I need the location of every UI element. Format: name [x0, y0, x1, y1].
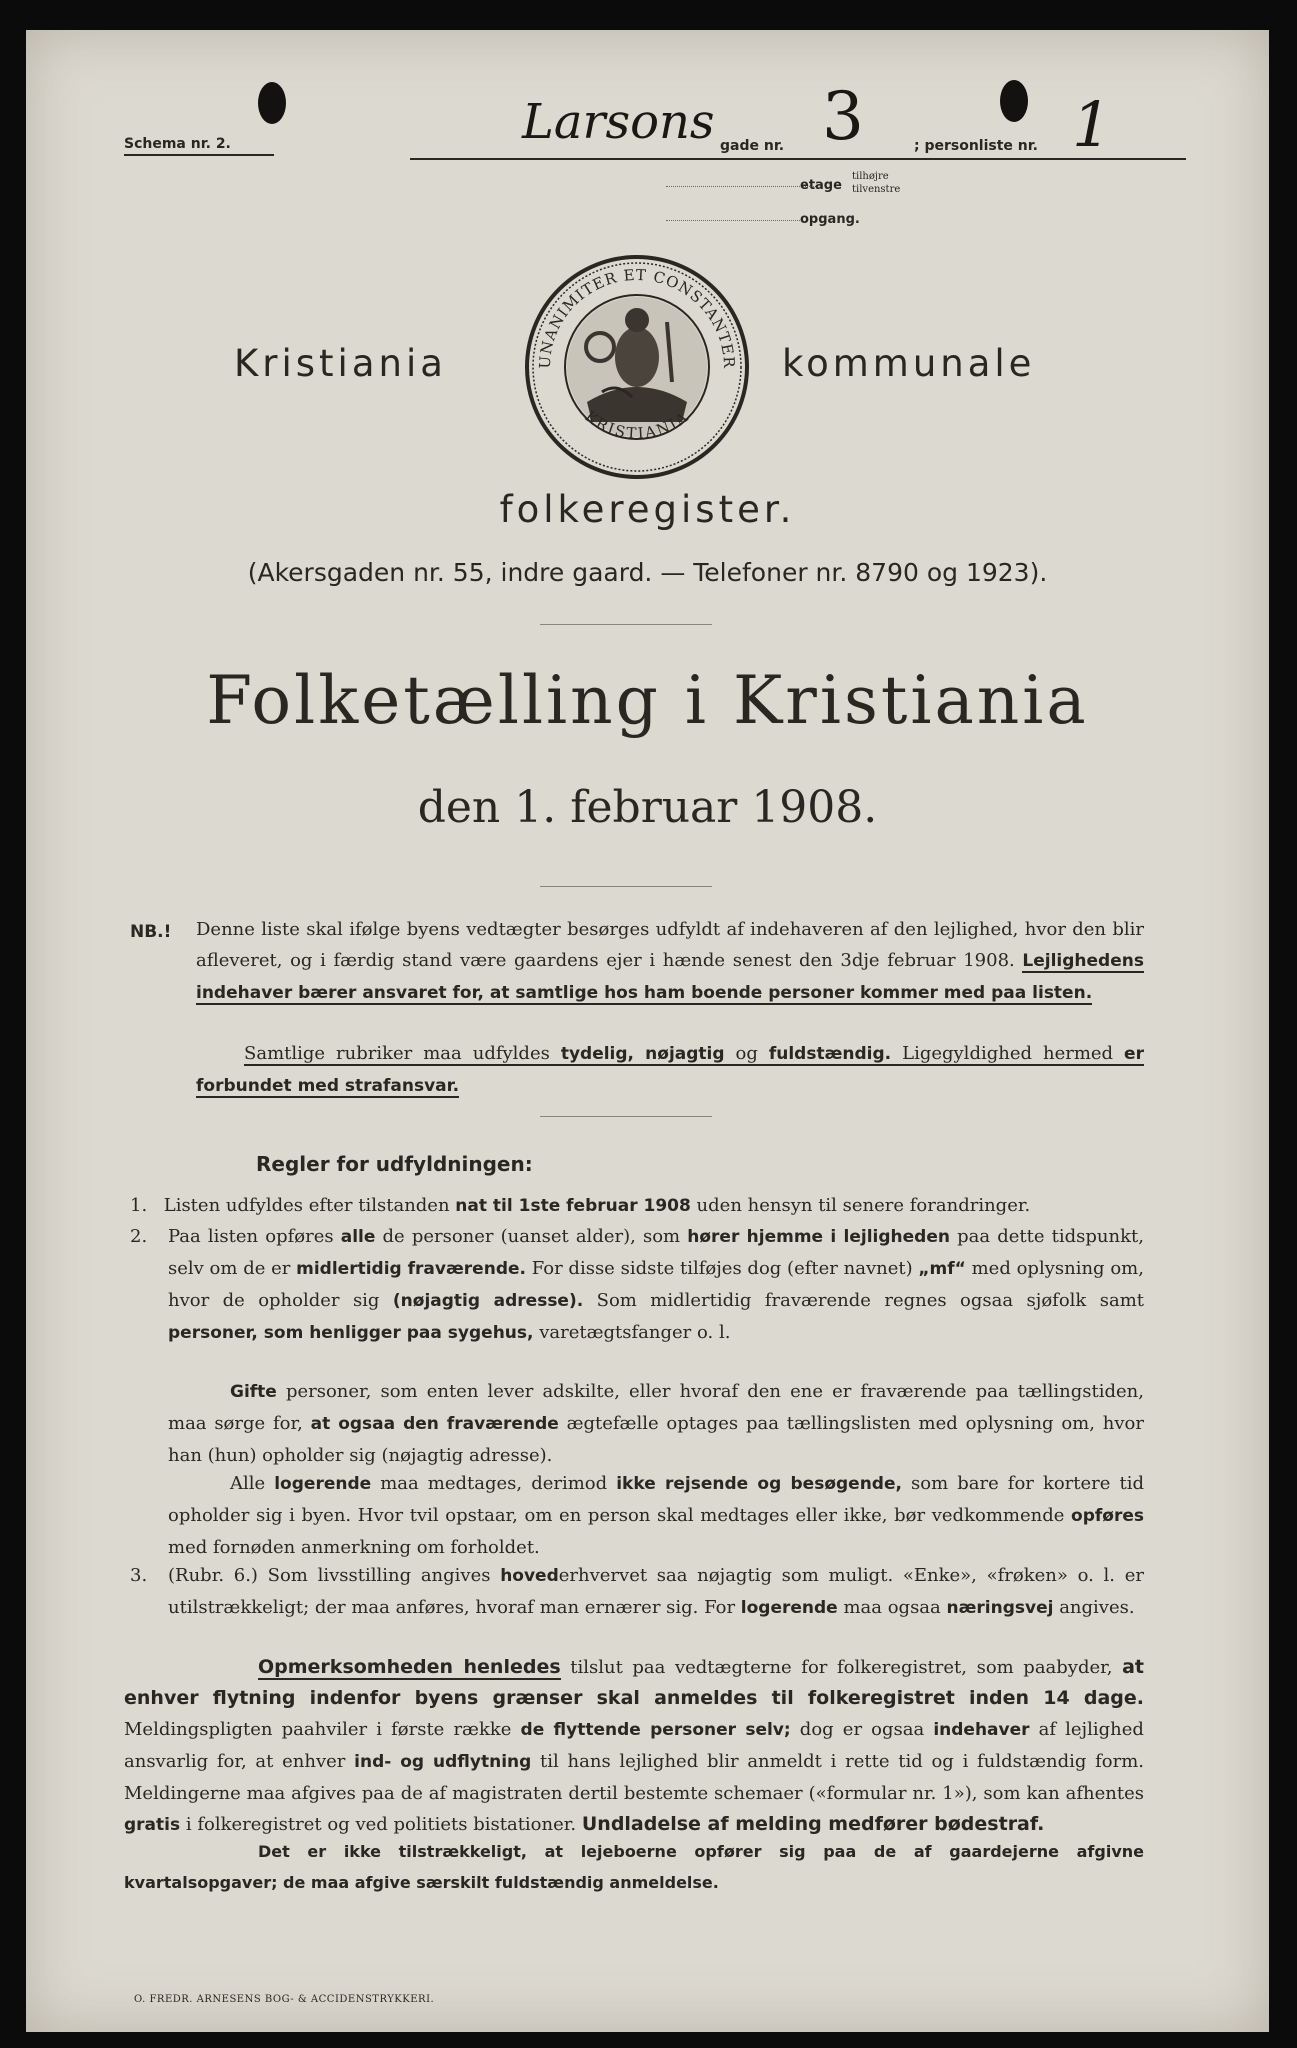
- gade-number-handwritten: 3: [822, 78, 864, 155]
- rule-2c-g: med fornøden anmerkning om forholdet.: [168, 1537, 540, 1558]
- printer-imprint: O. FREDR. ARNESENS BOG- & ACCIDENSTRYKKERI.: [134, 1994, 435, 2005]
- rule-2c-a: Alle: [230, 1473, 266, 1494]
- nb-p2-underlined: [196, 1043, 1144, 1098]
- notice-e: de flyttende personer selv;: [520, 1720, 791, 1740]
- notice-m: Undladelse af melding medfører bødestraf.: [581, 1813, 1045, 1835]
- seal-motto: UNANIMITER ET CONSTANTER: [535, 265, 739, 370]
- rule-2-married: [168, 1376, 1144, 1471]
- personliste-number-handwritten: 1: [1072, 88, 1112, 161]
- rule-2b-d: ægtefælle optages paa tællingslisten med oplysning om, hvor han (hun) opholder sig (nøjagtig adresse).: [168, 1413, 1144, 1466]
- nb-p2-d: fuldstændig.: [768, 1044, 892, 1064]
- divider-3: [540, 1116, 712, 1117]
- personliste-label: ; personliste nr.: [914, 138, 1038, 154]
- rule-3: [130, 1560, 1144, 1624]
- nb-p2-f: er forbundet med strafansvar.: [196, 1044, 1144, 1096]
- notice-g: indehaver: [933, 1720, 1030, 1740]
- nb-p2-c: og: [735, 1043, 758, 1064]
- etage-label: etage: [800, 178, 842, 193]
- rule-2b-b: personer, som enten lever adskilte, eller hvoraf den ene er fraværende paa tællingstiden, maa sørge for,: [168, 1381, 1144, 1434]
- nb-p2-b: tydelig, nøjagtig: [560, 1044, 725, 1064]
- rule-1: [130, 1190, 1144, 1222]
- rule-2-k: Som midlertidig fraværende regnes ogsaa sjøfolk samt: [596, 1290, 1145, 1311]
- rule-2-e: paa dette tidspunkt, selv om de er: [168, 1226, 1144, 1279]
- folkeregister-word: folkeregister.: [499, 488, 796, 531]
- rule-1-emphasis: nat til 1ste februar 1908: [455, 1196, 691, 1216]
- nb-p2-a: Samtlige rubriker maa udfyldes: [244, 1043, 550, 1064]
- notice-paragraph: [124, 1652, 1144, 1841]
- rule-3-a: (Rubr. 6.) Som livsstilling angives: [168, 1565, 491, 1586]
- notice-a: Opmerksomheden henledes: [258, 1656, 561, 1678]
- rule-3-number: 3.: [130, 1565, 148, 1586]
- notice-final: Det er ikke tilstrækkeligt, at lejeboerne opfører sig paa de af gaardejerne afgivne kvartalsopgaver; de maa afgive særskilt fuldstændig anmeldelse.: [124, 1842, 1144, 1892]
- rule-3-g: angives.: [1059, 1597, 1135, 1618]
- tilhojre-option: tilhøjre: [852, 171, 889, 182]
- main-title: Folketælling i Kristiania: [206, 662, 1089, 739]
- kristiania-word: Kristiania: [234, 342, 447, 385]
- notice-c: at enhver flytning indenfor byens grænser skal anmeldes til folkeregistret inden 14 dage.: [124, 1656, 1144, 1709]
- seal-text: [522, 252, 752, 482]
- street-name-handwritten: Larsons: [522, 94, 715, 150]
- rule-1-number: 1.: [130, 1195, 148, 1216]
- header-underline: [410, 158, 1186, 160]
- rule-2-a: Paa listen opføres: [168, 1226, 334, 1247]
- rule-1-text-c: uden hensyn til senere forandringer.: [696, 1195, 1031, 1216]
- rule-2c-e: som bare for kortere tid opholder sig i byen. Hvor tvil opstaar, om en person skal medtages eller ikke, bør vedkommende: [168, 1473, 1144, 1526]
- tilvenstre-option: tilvenstre: [852, 184, 901, 195]
- nb-p1-text: Denne liste skal ifølge byens vedtægter besørges udfyldt af indehaveren af den lejlighed, hvor den blir afleveret, og i færdig stand være gaardens ejer i hænde senest den 3dje februar 1908.: [196, 919, 1144, 971]
- rules-heading: Regler for udfyldningen:: [256, 1152, 533, 1176]
- notice-f: dog er ogsaa: [799, 1719, 925, 1740]
- divider-1: [540, 624, 712, 625]
- opgang-label: opgang.: [800, 212, 860, 227]
- rule-2-lodgers: [168, 1468, 1144, 1563]
- notice-i: ind- og udflytning: [354, 1752, 532, 1772]
- rule-2-l: personer, som henligger paa sygehus,: [168, 1323, 534, 1343]
- document-sheet: [26, 30, 1269, 2032]
- gade-label: gade nr.: [720, 138, 785, 154]
- rule-2b-a: Gifte: [230, 1382, 277, 1402]
- notice-k: gratis: [124, 1815, 181, 1835]
- rule-2-h: „mf“: [918, 1259, 966, 1279]
- nb-paragraph-1: [196, 914, 1144, 1009]
- rule-3-b: hoved: [500, 1566, 559, 1586]
- rule-2-g: For disse sidste tilføjes dog (efter navnet): [531, 1258, 913, 1279]
- rule-2: [130, 1221, 1144, 1349]
- svg-text:UNANIMITER ET CONSTANTER: [536, 266, 738, 369]
- svg-text:KRISTIANIA: [582, 407, 693, 442]
- notice-h: af lejlighed ansvarlig for, at enhver: [124, 1719, 1144, 1772]
- notice-l: i folkeregistret og ved politiets bistationer.: [185, 1814, 577, 1835]
- nb-label: NB.!: [130, 922, 172, 942]
- rule-2-number: 2.: [130, 1226, 148, 1247]
- rule-2-j: (nøjagtig adresse).: [392, 1291, 584, 1311]
- rule-2b-c: at ogsaa den fraværende: [310, 1414, 559, 1434]
- rule-2-c: de personer (uanset alder), som: [382, 1226, 681, 1247]
- rule-2c-c: maa medtages, derimod: [380, 1473, 608, 1494]
- etage-dotted-line: [666, 186, 816, 187]
- rule-2c-b: logerende: [274, 1474, 372, 1494]
- nb-paragraph-2: [196, 1038, 1144, 1102]
- rule-2-b: alle: [340, 1227, 376, 1247]
- rule-2c-f: opføres: [1071, 1506, 1144, 1526]
- kommunale-word: kommunale: [782, 342, 1036, 385]
- notice-d: Meldingspligten paahviler i første række: [124, 1719, 512, 1740]
- rule-3-d: logerende: [740, 1598, 838, 1618]
- punch-hole-right: [1000, 80, 1028, 122]
- rule-3-f: næringsvej: [946, 1598, 1054, 1618]
- kristiania-seal: [522, 252, 752, 482]
- nb-p1-emphasis: Lejlighedens indehaver bærer ansvaret for, at samtlige hos ham boende personer kommer med paa listen.: [196, 951, 1144, 1003]
- schema-label: Schema nr. 2.: [124, 136, 274, 156]
- date-title: den 1. februar 1908.: [417, 782, 878, 833]
- rule-2-f: midlertidig fraværende.: [296, 1259, 526, 1279]
- punch-hole-left: [258, 82, 286, 124]
- opgang-dotted-line: [666, 220, 800, 221]
- notice-j: til hans lejlighed blir anmeldt i rette tid og i fuldstændig form. Meldingerne maa afgives paa de af magistraten dertil bestemte schemaer («formular nr. 1»), som kan afhentes: [124, 1751, 1145, 1804]
- rule-2c-d: ikke rejsende og besøgende,: [616, 1474, 902, 1494]
- side-options: [852, 170, 900, 196]
- rule-2-m: varetægtsfanger o. l.: [539, 1322, 731, 1343]
- notice-b: tilslut paa vedtægterne for folkeregistret, som paabyder,: [570, 1657, 1113, 1678]
- rule-3-e: maa ogsaa: [843, 1597, 941, 1618]
- rule-2-i: med oplysning om, hvor de opholder sig: [168, 1258, 1144, 1311]
- rule-3-c: erhvervet saa nøjagtig som muligt. «Enke», «frøken» o. l. er utilstrækkeligt; der maa anføres, hvoraf man ernærer sig. For: [168, 1565, 1144, 1618]
- divider-2: [540, 886, 712, 887]
- nb-p2-e: Ligegyldighed hermed: [902, 1043, 1114, 1064]
- seal-city: KRISTIANIA: [581, 407, 693, 443]
- rule-1-text-a: Listen udfyldes efter tilstanden: [163, 1195, 450, 1216]
- address-line: (Akersgaden nr. 55, indre gaard. — Telefoner nr. 8790 og 1923).: [247, 558, 1048, 587]
- rule-2-d: hører hjemme i lejligheden: [687, 1227, 950, 1247]
